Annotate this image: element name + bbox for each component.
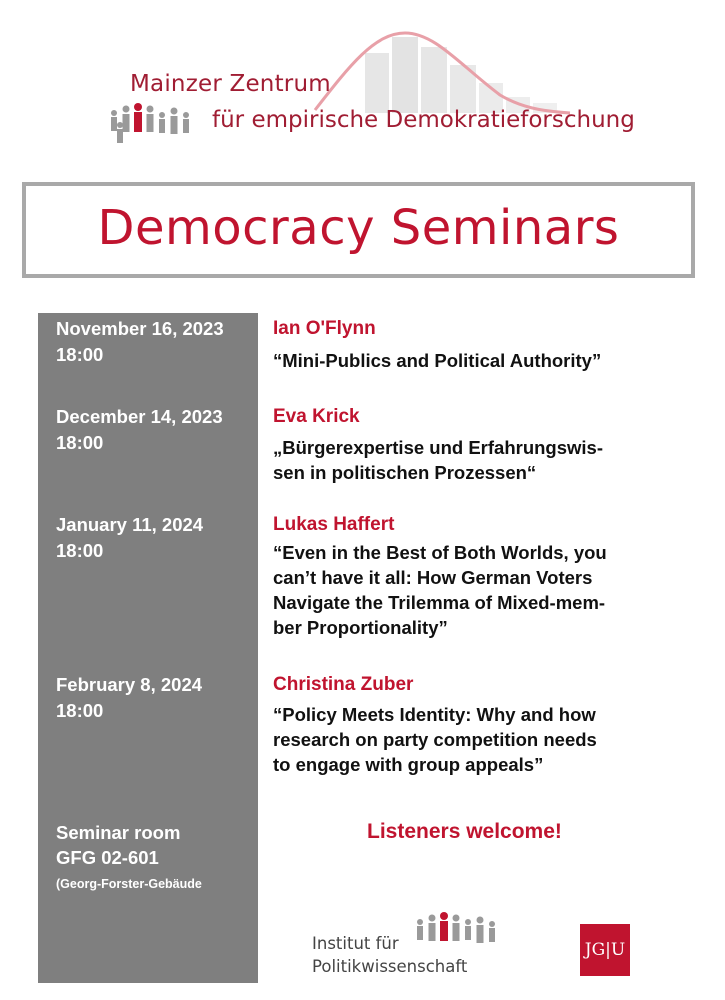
mzed-logo — [100, 25, 660, 165]
seminar-time: 18:00 — [56, 432, 104, 453]
talk-line: “Policy Meets Identity: Why and how — [273, 704, 596, 725]
seminar-speaker: Lukas Haffert — [273, 514, 395, 535]
logo-title-line1: Mainzer Zentrum — [130, 71, 331, 97]
talk-line: Navigate the Trilemma of Mixed-mem- — [273, 592, 606, 613]
seminar-time: 18:00 — [56, 540, 104, 561]
seminar-speaker: Ian O'Flynn — [273, 318, 376, 339]
welcome-message: Listeners welcome! — [367, 820, 562, 843]
seminar-date: December 14, 2023 — [56, 406, 223, 427]
institute-name-line2: Politikwissenschaft — [312, 957, 468, 976]
seminar-talk-title — [273, 702, 693, 777]
venue-info — [56, 820, 180, 870]
venue-building-note: (Georg-Forster-Gebäude — [56, 877, 202, 891]
seminar-date: November 16, 2023 — [56, 318, 224, 339]
venue-room-label: Seminar room — [56, 822, 181, 843]
talk-line: „Bürgerexpertise und Erfahrungswis- — [273, 437, 603, 458]
seminar-date: January 11, 2024 — [56, 514, 204, 535]
seminar-date: February 8, 2024 — [56, 674, 203, 695]
seminar-time: 18:00 — [56, 344, 104, 365]
seminar-time: 18:00 — [56, 700, 104, 721]
logo-title-line2: für empirische Demokratieforschung — [212, 107, 635, 133]
talk-line: can’t have it all: How German Voters — [273, 567, 593, 588]
talk-line: “Mini-Publics and Political Authority” — [273, 350, 602, 371]
venue-room-number: GFG 02-601 — [56, 847, 159, 868]
title-frame — [22, 182, 695, 278]
institute-logo — [312, 912, 512, 982]
seminar-speaker: Eva Krick — [273, 406, 360, 427]
talk-line: research on party competition needs — [273, 729, 597, 750]
jgu-logo: JG|U — [580, 924, 630, 976]
seminar-speaker: Christina Zuber — [273, 674, 414, 695]
people-icon — [412, 912, 502, 952]
talk-line: ber Proportionality” — [273, 617, 448, 638]
talk-line: sen in politischen Prozessen“ — [273, 462, 537, 483]
talk-line: to engage with group appeals” — [273, 754, 544, 775]
seminar-talk-title — [273, 348, 693, 373]
page-title: Democracy Seminars — [97, 200, 620, 256]
talk-line: “Even in the Best of Both Worlds, you — [273, 542, 607, 563]
institute-name-line1: Institut für — [312, 934, 399, 953]
seminar-talk-title — [273, 435, 693, 485]
seminar-talk-title — [273, 540, 693, 640]
